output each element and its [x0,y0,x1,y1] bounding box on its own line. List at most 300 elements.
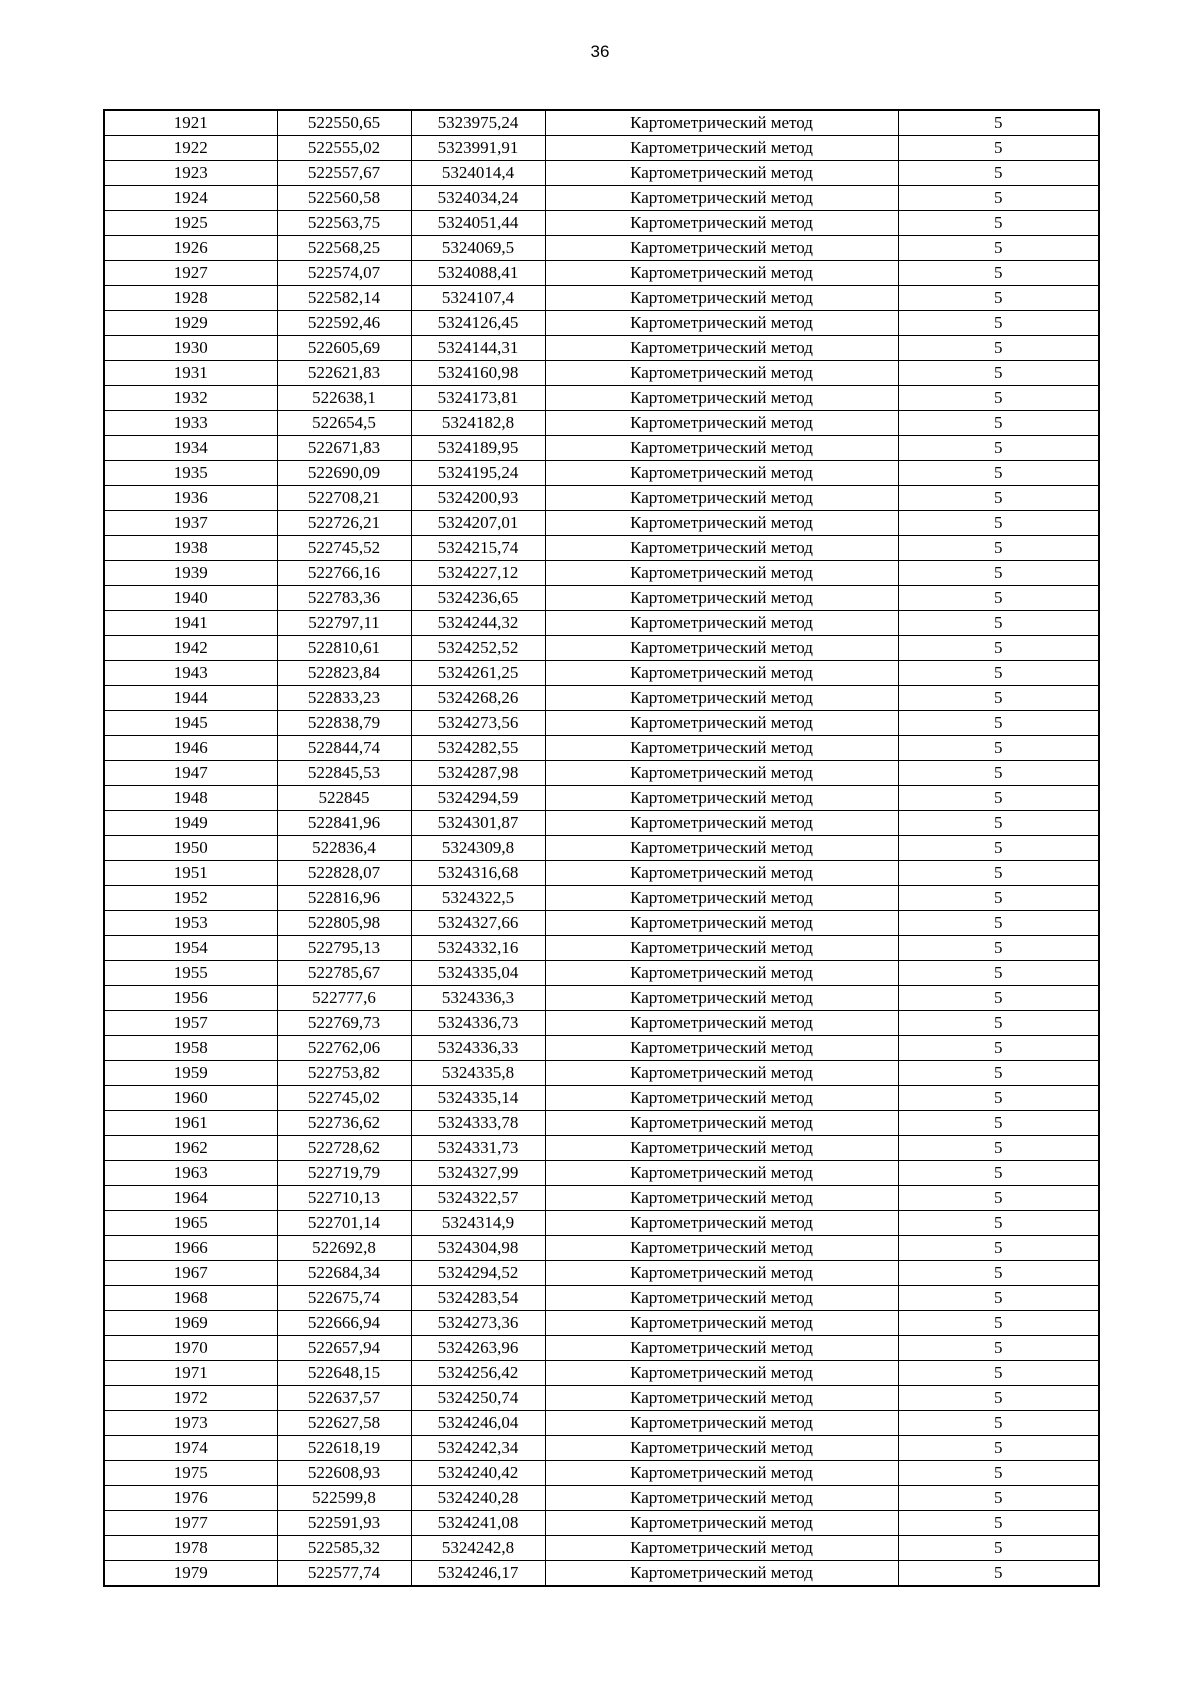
accuracy-cell: 5 [898,711,1099,736]
point-number-cell: 1953 [104,911,277,936]
table-row [104,786,1099,811]
x-coordinate-cell: 522627,58 [277,1411,411,1436]
y-coordinate-cell: 5324160,98 [411,361,545,386]
table-row [104,311,1099,336]
table-row [104,1211,1099,1236]
method-cell: Картометрический метод [545,136,898,161]
y-coordinate-cell: 5324309,8 [411,836,545,861]
table-row [104,436,1099,461]
accuracy-cell: 5 [898,1011,1099,1036]
y-coordinate-cell: 5324301,87 [411,811,545,836]
x-coordinate-cell: 522766,16 [277,561,411,586]
table-row [104,1511,1099,1536]
method-cell: Картометрический метод [545,110,898,136]
point-number-cell: 1957 [104,1011,277,1036]
accuracy-cell: 5 [898,1111,1099,1136]
x-coordinate-cell: 522648,15 [277,1361,411,1386]
x-coordinate-cell: 522777,6 [277,986,411,1011]
y-coordinate-cell: 5324314,9 [411,1211,545,1236]
x-coordinate-cell: 522637,57 [277,1386,411,1411]
table-row [104,961,1099,986]
x-coordinate-cell: 522591,93 [277,1511,411,1536]
point-number-cell: 1958 [104,1036,277,1061]
accuracy-cell: 5 [898,661,1099,686]
point-number-cell: 1940 [104,586,277,611]
x-coordinate-cell: 522621,83 [277,361,411,386]
point-number-cell: 1936 [104,486,277,511]
method-cell: Картометрический метод [545,1286,898,1311]
y-coordinate-cell: 5324242,8 [411,1536,545,1561]
table-row [104,336,1099,361]
y-coordinate-cell: 5324304,98 [411,1236,545,1261]
y-coordinate-cell: 5324246,04 [411,1411,545,1436]
point-number-cell: 1972 [104,1386,277,1411]
table-row [104,1111,1099,1136]
y-coordinate-cell: 5323975,24 [411,110,545,136]
accuracy-cell: 5 [898,1536,1099,1561]
accuracy-cell: 5 [898,936,1099,961]
method-cell: Картометрический метод [545,1311,898,1336]
table-row [104,1061,1099,1086]
table-row [104,711,1099,736]
accuracy-cell: 5 [898,861,1099,886]
y-coordinate-cell: 5324316,68 [411,861,545,886]
table-row [104,386,1099,411]
table-row [104,1361,1099,1386]
y-coordinate-cell: 5324261,25 [411,661,545,686]
y-coordinate-cell: 5324322,5 [411,886,545,911]
method-cell: Картометрический метод [545,886,898,911]
accuracy-cell: 5 [898,1061,1099,1086]
method-cell: Картометрический метод [545,261,898,286]
table-row [104,1311,1099,1336]
table-row [104,861,1099,886]
method-cell: Картометрический метод [545,311,898,336]
point-number-cell: 1923 [104,161,277,186]
y-coordinate-cell: 5324173,81 [411,386,545,411]
table-row [104,936,1099,961]
table-row [104,261,1099,286]
y-coordinate-cell: 5324250,74 [411,1386,545,1411]
method-cell: Картометрический метод [545,786,898,811]
accuracy-cell: 5 [898,1211,1099,1236]
method-cell: Картометрический метод [545,386,898,411]
accuracy-cell: 5 [898,511,1099,536]
x-coordinate-cell: 522577,74 [277,1561,411,1587]
accuracy-cell: 5 [898,1236,1099,1261]
method-cell: Картометрический метод [545,936,898,961]
coordinates-table [103,109,1100,1587]
x-coordinate-cell: 522638,1 [277,386,411,411]
x-coordinate-cell: 522841,96 [277,811,411,836]
accuracy-cell: 5 [898,336,1099,361]
y-coordinate-cell: 5324331,73 [411,1136,545,1161]
method-cell: Картометрический метод [545,1086,898,1111]
y-coordinate-cell: 5324322,57 [411,1186,545,1211]
y-coordinate-cell: 5324088,41 [411,261,545,286]
x-coordinate-cell: 522708,21 [277,486,411,511]
method-cell: Картометрический метод [545,461,898,486]
table-row [104,686,1099,711]
x-coordinate-cell: 522785,67 [277,961,411,986]
x-coordinate-cell: 522654,5 [277,411,411,436]
point-number-cell: 1970 [104,1336,277,1361]
x-coordinate-cell: 522805,98 [277,911,411,936]
y-coordinate-cell: 5324240,42 [411,1461,545,1486]
accuracy-cell: 5 [898,736,1099,761]
x-coordinate-cell: 522828,07 [277,861,411,886]
table-row [104,1286,1099,1311]
method-cell: Картометрический метод [545,1361,898,1386]
point-number-cell: 1976 [104,1486,277,1511]
accuracy-cell: 5 [898,411,1099,436]
method-cell: Картометрический метод [545,1486,898,1511]
accuracy-cell: 5 [898,1286,1099,1311]
accuracy-cell: 5 [898,236,1099,261]
table-row [104,411,1099,436]
y-coordinate-cell: 5324256,42 [411,1361,545,1386]
accuracy-cell: 5 [898,986,1099,1011]
x-coordinate-cell: 522701,14 [277,1211,411,1236]
y-coordinate-cell: 5324195,24 [411,461,545,486]
point-number-cell: 1941 [104,611,277,636]
accuracy-cell: 5 [898,1386,1099,1411]
table-row [104,1236,1099,1261]
method-cell: Картометрический метод [545,486,898,511]
x-coordinate-cell: 522563,75 [277,211,411,236]
accuracy-cell: 5 [898,1561,1099,1587]
accuracy-cell: 5 [898,886,1099,911]
method-cell: Картометрический метод [545,1261,898,1286]
y-coordinate-cell: 5324268,26 [411,686,545,711]
x-coordinate-cell: 522568,25 [277,236,411,261]
method-cell: Картометрический метод [545,736,898,761]
table-row [104,836,1099,861]
accuracy-cell: 5 [898,110,1099,136]
accuracy-cell: 5 [898,1361,1099,1386]
accuracy-cell: 5 [898,136,1099,161]
x-coordinate-cell: 522736,62 [277,1111,411,1136]
table-row [104,661,1099,686]
y-coordinate-cell: 5324051,44 [411,211,545,236]
x-coordinate-cell: 522657,94 [277,1336,411,1361]
y-coordinate-cell: 5324144,31 [411,336,545,361]
method-cell: Картометрический метод [545,286,898,311]
point-number-cell: 1951 [104,861,277,886]
table-row [104,461,1099,486]
point-number-cell: 1979 [104,1561,277,1587]
y-coordinate-cell: 5324332,16 [411,936,545,961]
y-coordinate-cell: 5324335,8 [411,1061,545,1086]
table-row [104,1086,1099,1111]
accuracy-cell: 5 [898,686,1099,711]
point-number-cell: 1971 [104,1361,277,1386]
y-coordinate-cell: 5324294,52 [411,1261,545,1286]
x-coordinate-cell: 522816,96 [277,886,411,911]
method-cell: Картометрический метод [545,961,898,986]
x-coordinate-cell: 522690,09 [277,461,411,486]
point-number-cell: 1935 [104,461,277,486]
method-cell: Картометрический метод [545,811,898,836]
page-number: 36 [590,42,610,61]
y-coordinate-cell: 5324287,98 [411,761,545,786]
point-number-cell: 1943 [104,661,277,686]
table-row [104,561,1099,586]
accuracy-cell: 5 [898,836,1099,861]
accuracy-cell: 5 [898,1336,1099,1361]
x-coordinate-cell: 522844,74 [277,736,411,761]
point-number-cell: 1961 [104,1111,277,1136]
point-number-cell: 1974 [104,1436,277,1461]
x-coordinate-cell: 522618,19 [277,1436,411,1461]
table-row [104,211,1099,236]
method-cell: Картометрический метод [545,1386,898,1411]
point-number-cell: 1964 [104,1186,277,1211]
method-cell: Картометрический метод [545,1161,898,1186]
table-row [104,1461,1099,1486]
y-coordinate-cell: 5324252,52 [411,636,545,661]
x-coordinate-cell: 522762,06 [277,1036,411,1061]
table-row [104,186,1099,211]
x-coordinate-cell: 522585,32 [277,1536,411,1561]
method-cell: Картометрический метод [545,661,898,686]
accuracy-cell: 5 [898,961,1099,986]
table-row [104,1411,1099,1436]
point-number-cell: 1948 [104,786,277,811]
method-cell: Картометрический метод [545,411,898,436]
table-row [104,361,1099,386]
point-number-cell: 1963 [104,1161,277,1186]
table-row [104,761,1099,786]
x-coordinate-cell: 522728,62 [277,1136,411,1161]
point-number-cell: 1928 [104,286,277,311]
accuracy-cell: 5 [898,286,1099,311]
table-row [104,1136,1099,1161]
point-number-cell: 1927 [104,261,277,286]
accuracy-cell: 5 [898,1136,1099,1161]
method-cell: Картометрический метод [545,211,898,236]
table-row [104,1186,1099,1211]
method-cell: Картометрический метод [545,236,898,261]
point-number-cell: 1947 [104,761,277,786]
x-coordinate-cell: 522550,65 [277,110,411,136]
point-number-cell: 1938 [104,536,277,561]
y-coordinate-cell: 5324294,59 [411,786,545,811]
x-coordinate-cell: 522710,13 [277,1186,411,1211]
table-row [104,1036,1099,1061]
point-number-cell: 1967 [104,1261,277,1286]
x-coordinate-cell: 522753,82 [277,1061,411,1086]
x-coordinate-cell: 522769,73 [277,1011,411,1036]
x-coordinate-cell: 522833,23 [277,686,411,711]
point-number-cell: 1973 [104,1411,277,1436]
point-number-cell: 1966 [104,1236,277,1261]
table-row [104,1486,1099,1511]
y-coordinate-cell: 5324327,99 [411,1161,545,1186]
x-coordinate-cell: 522745,52 [277,536,411,561]
point-number-cell: 1931 [104,361,277,386]
method-cell: Картометрический метод [545,536,898,561]
method-cell: Картометрический метод [545,361,898,386]
x-coordinate-cell: 522574,07 [277,261,411,286]
x-coordinate-cell: 522557,67 [277,161,411,186]
accuracy-cell: 5 [898,586,1099,611]
accuracy-cell: 5 [898,211,1099,236]
accuracy-cell: 5 [898,636,1099,661]
y-coordinate-cell: 5324034,24 [411,186,545,211]
method-cell: Картометрический метод [545,1536,898,1561]
y-coordinate-cell: 5324336,33 [411,1036,545,1061]
table-row [104,1386,1099,1411]
y-coordinate-cell: 5324327,66 [411,911,545,936]
x-coordinate-cell: 522608,93 [277,1461,411,1486]
method-cell: Картометрический метод [545,836,898,861]
accuracy-cell: 5 [898,811,1099,836]
y-coordinate-cell: 5324240,28 [411,1486,545,1511]
x-coordinate-cell: 522555,02 [277,136,411,161]
method-cell: Картометрический метод [545,561,898,586]
x-coordinate-cell: 522726,21 [277,511,411,536]
method-cell: Картометрический метод [545,711,898,736]
coordinates-table-body [104,110,1099,1586]
point-number-cell: 1944 [104,686,277,711]
table-row [104,536,1099,561]
method-cell: Картометрический метод [545,1436,898,1461]
method-cell: Картометрический метод [545,686,898,711]
y-coordinate-cell: 5324273,56 [411,711,545,736]
accuracy-cell: 5 [898,1436,1099,1461]
x-coordinate-cell: 522684,34 [277,1261,411,1286]
table-row [104,161,1099,186]
y-coordinate-cell: 5324242,34 [411,1436,545,1461]
accuracy-cell: 5 [898,1486,1099,1511]
method-cell: Картометрический метод [545,1236,898,1261]
x-coordinate-cell: 522666,94 [277,1311,411,1336]
y-coordinate-cell: 5324336,73 [411,1011,545,1036]
point-number-cell: 1962 [104,1136,277,1161]
method-cell: Картометрический метод [545,1411,898,1436]
method-cell: Картометрический метод [545,1186,898,1211]
y-coordinate-cell: 5324273,36 [411,1311,545,1336]
y-coordinate-cell: 5324335,04 [411,961,545,986]
y-coordinate-cell: 5324227,12 [411,561,545,586]
point-number-cell: 1922 [104,136,277,161]
method-cell: Картометрический метод [545,1136,898,1161]
point-number-cell: 1959 [104,1061,277,1086]
table-row [104,486,1099,511]
accuracy-cell: 5 [898,311,1099,336]
method-cell: Картометрический метод [545,1061,898,1086]
table-row [104,136,1099,161]
accuracy-cell: 5 [898,761,1099,786]
point-number-cell: 1978 [104,1536,277,1561]
point-number-cell: 1949 [104,811,277,836]
accuracy-cell: 5 [898,1311,1099,1336]
accuracy-cell: 5 [898,261,1099,286]
x-coordinate-cell: 522671,83 [277,436,411,461]
point-number-cell: 1960 [104,1086,277,1111]
table-row [104,236,1099,261]
x-coordinate-cell: 522783,36 [277,586,411,611]
y-coordinate-cell: 5324244,32 [411,611,545,636]
method-cell: Картометрический метод [545,636,898,661]
point-number-cell: 1965 [104,1211,277,1236]
table-row [104,1161,1099,1186]
point-number-cell: 1968 [104,1286,277,1311]
table-row [104,911,1099,936]
method-cell: Картометрический метод [545,986,898,1011]
x-coordinate-cell: 522836,4 [277,836,411,861]
x-coordinate-cell: 522599,8 [277,1486,411,1511]
method-cell: Картометрический метод [545,911,898,936]
point-number-cell: 1925 [104,211,277,236]
table-row [104,886,1099,911]
method-cell: Картометрический метод [545,1336,898,1361]
method-cell: Картометрический метод [545,511,898,536]
accuracy-cell: 5 [898,1036,1099,1061]
table-row [104,1536,1099,1561]
point-number-cell: 1942 [104,636,277,661]
point-number-cell: 1924 [104,186,277,211]
y-coordinate-cell: 5324014,4 [411,161,545,186]
table-row [104,586,1099,611]
method-cell: Картометрический метод [545,761,898,786]
method-cell: Картометрический метод [545,161,898,186]
table-row [104,511,1099,536]
point-number-cell: 1934 [104,436,277,461]
method-cell: Картометрический метод [545,1561,898,1587]
point-number-cell: 1921 [104,110,277,136]
method-cell: Картометрический метод [545,1036,898,1061]
y-coordinate-cell: 5324126,45 [411,311,545,336]
x-coordinate-cell: 522845,53 [277,761,411,786]
method-cell: Картометрический метод [545,1511,898,1536]
accuracy-cell: 5 [898,561,1099,586]
y-coordinate-cell: 5324333,78 [411,1111,545,1136]
table-row [104,110,1099,136]
point-number-cell: 1933 [104,411,277,436]
y-coordinate-cell: 5324336,3 [411,986,545,1011]
table-row [104,636,1099,661]
y-coordinate-cell: 5324069,5 [411,236,545,261]
table-row [104,736,1099,761]
x-coordinate-cell: 522675,74 [277,1286,411,1311]
method-cell: Картометрический метод [545,186,898,211]
y-coordinate-cell: 5324283,54 [411,1286,545,1311]
x-coordinate-cell: 522745,02 [277,1086,411,1111]
point-number-cell: 1930 [104,336,277,361]
y-coordinate-cell: 5324200,93 [411,486,545,511]
y-coordinate-cell: 5324236,65 [411,586,545,611]
point-number-cell: 1937 [104,511,277,536]
y-coordinate-cell: 5323991,91 [411,136,545,161]
accuracy-cell: 5 [898,1086,1099,1111]
method-cell: Картометрический метод [545,861,898,886]
accuracy-cell: 5 [898,1186,1099,1211]
table-row [104,1561,1099,1587]
accuracy-cell: 5 [898,186,1099,211]
point-number-cell: 1939 [104,561,277,586]
point-number-cell: 1955 [104,961,277,986]
point-number-cell: 1952 [104,886,277,911]
accuracy-cell: 5 [898,911,1099,936]
table-row [104,1336,1099,1361]
x-coordinate-cell: 522797,11 [277,611,411,636]
point-number-cell: 1956 [104,986,277,1011]
y-coordinate-cell: 5324215,74 [411,536,545,561]
table-row [104,1436,1099,1461]
point-number-cell: 1977 [104,1511,277,1536]
